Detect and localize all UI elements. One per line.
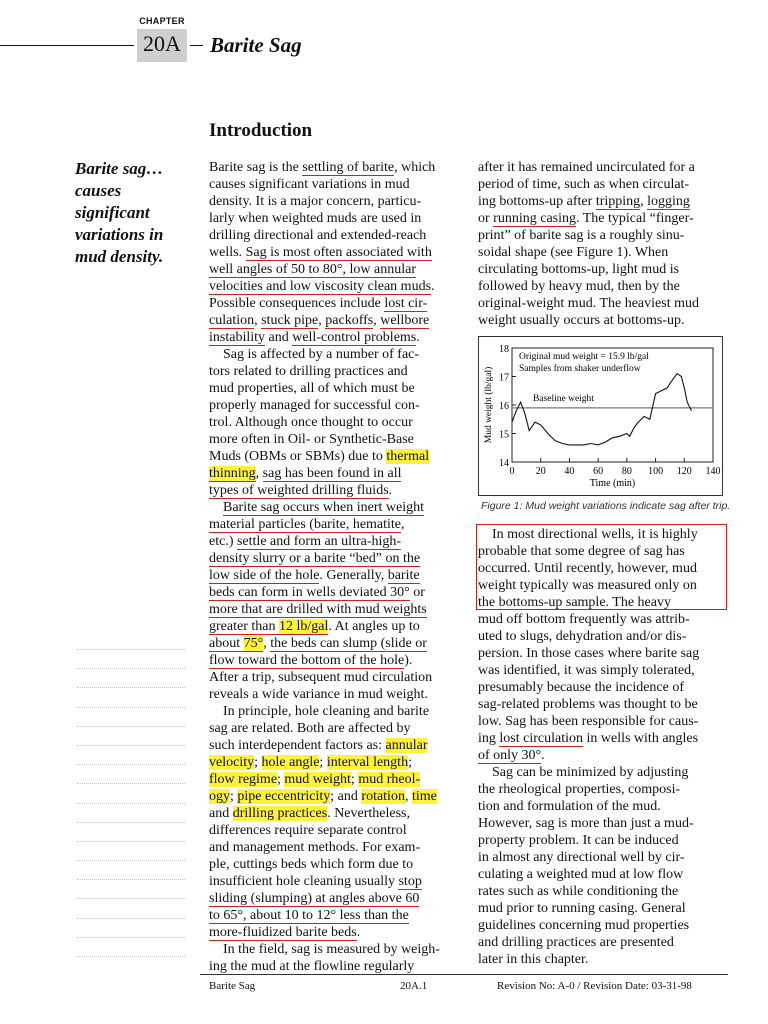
text-line (478, 866, 722, 883)
text-line (209, 839, 454, 856)
text-line (478, 917, 722, 934)
underlined-text: sliding (slumping) at angles above 60 (209, 891, 420, 906)
text-line (209, 754, 454, 771)
text-line (209, 618, 454, 635)
text-run: and drilling practices are presented (478, 935, 674, 950)
text-line (478, 278, 722, 295)
text-line (209, 278, 454, 295)
underlined-text: to 65°, about 10 to 12° less than the (209, 908, 409, 923)
text-run: print” of barite sag is a roughly sinu- (478, 228, 685, 243)
underlined-text: lost circulation (499, 731, 583, 746)
text-run: occurred. Until recently, however, mud (478, 561, 697, 576)
text-line (478, 159, 722, 176)
text-run: density. It is a major concern, particu- (209, 194, 422, 209)
text-line (209, 550, 454, 567)
chapter-title: Barite Sag (210, 33, 302, 57)
text-run: mud off bottom frequently was attrib- (478, 612, 690, 627)
footer-rule (200, 974, 728, 975)
text-run: or (409, 585, 425, 600)
text-run: wells. (209, 245, 246, 260)
text-line (478, 526, 722, 543)
text-line (209, 584, 454, 601)
text-run: mud prior to running casing. General (478, 901, 686, 916)
text-run: ; and (330, 789, 362, 804)
text-line (478, 261, 722, 278)
x-tick-label: 100 (648, 466, 664, 477)
underlined-text: sag has been found in all (262, 466, 402, 481)
text-line (209, 669, 454, 686)
page-number: 20A.1 (400, 980, 428, 992)
header-rule-left (0, 45, 134, 46)
text-run: soidal shape (see Figure 1). When (478, 245, 669, 260)
sidebar-line: causes (75, 181, 122, 200)
x-tick-label: 60 (593, 466, 604, 477)
text-line (478, 662, 722, 679)
text-run: such interdependent factors as: (209, 738, 386, 753)
text-run: ing the mud at the flowline regularly (209, 959, 415, 974)
note-lines (77, 649, 185, 975)
text-run: reveals a wide variance in mud weight. (209, 687, 428, 702)
sidebar-line: Barite sag… (75, 159, 164, 178)
text-run: Muds (OBMs or SBMs) due to (209, 449, 387, 464)
text-line (478, 560, 722, 577)
text-run: ). (404, 653, 413, 668)
text-run: the bottoms-up sample. The heavy (478, 595, 671, 610)
chapter-label: CHAPTER (139, 16, 185, 26)
text-run: in wells with angles (582, 731, 699, 746)
underlined-text: the beds can slump (slide or (270, 636, 427, 651)
underlined-text: about (209, 636, 244, 651)
text-line (478, 849, 722, 866)
text-run: ; (319, 755, 327, 770)
text-run: rates such as while conditioning the (478, 884, 679, 899)
text-line (209, 210, 454, 227)
text-line (209, 635, 454, 652)
text-run: period of time, such as when circulat- (478, 177, 690, 192)
text-line (209, 465, 454, 482)
body-column-right-bottom (478, 526, 722, 968)
underlined-text: settling of barite (302, 160, 395, 175)
y-tick-label: 18 (499, 344, 509, 355)
underlined-text: velocities and low viscosity clean muds (209, 279, 432, 294)
text-run: etc.) (209, 534, 237, 549)
x-tick-label: 80 (621, 466, 632, 477)
text-run: , (255, 466, 263, 481)
footer-title: Barite Sag (209, 980, 256, 992)
underlined-text: well-control problems (292, 330, 417, 345)
text-run: . Generally, (319, 568, 388, 583)
text-run: and management methods. For exam- (209, 840, 421, 855)
highlighted-text: drilling practices (232, 806, 328, 821)
text-line (478, 747, 722, 764)
underlined-text: low side of the hole (209, 568, 320, 583)
text-line (209, 941, 454, 958)
text-line (209, 958, 454, 975)
underlined-text: running casing (493, 211, 576, 226)
text-run: Sag is affected by a number of fac- (209, 347, 420, 362)
text-line (478, 934, 722, 951)
text-run: circulating bottoms-up, light mud is (478, 262, 680, 277)
highlighted-text: 75° (243, 636, 264, 651)
text-run: ing bottoms-up after (478, 194, 596, 209)
underlined-text: packoffs (325, 313, 374, 328)
text-run: , (318, 313, 326, 328)
text-line (478, 951, 722, 968)
text-line (209, 737, 454, 754)
text-run: . (541, 748, 545, 763)
text-line (209, 771, 454, 788)
text-line (478, 628, 722, 645)
text-line (209, 788, 454, 805)
x-tick-label: 140 (705, 466, 721, 477)
text-line (209, 346, 454, 363)
text-run: trol. Although once thought to occur (209, 415, 413, 430)
underlined-text: material particles (barite, hematite (209, 517, 402, 532)
section-heading: Introduction (209, 120, 313, 141)
text-line (209, 312, 454, 329)
text-line (209, 873, 454, 890)
text-run: ; (230, 789, 238, 804)
highlighted-text: thinning (209, 466, 256, 481)
text-run: , (254, 313, 262, 328)
text-run: , (640, 194, 648, 209)
sidebar-line: variations in (75, 225, 164, 244)
text-line (209, 227, 454, 244)
text-run: low. Sag has been responsible for caus- (478, 714, 699, 729)
text-run: . (431, 279, 435, 294)
text-run: . At angles up to (328, 619, 420, 634)
text-run: probable that some degree of sag has (478, 544, 685, 559)
text-line (478, 815, 722, 832)
text-line (209, 295, 454, 312)
highlighted-text: thermal (386, 449, 430, 464)
text-run: In most directional wells, it is highly (478, 527, 698, 542)
text-run (209, 500, 223, 515)
highlighted-text: mud rheol- (358, 772, 421, 787)
text-line (478, 611, 722, 628)
text-run: differences require separate control (209, 823, 407, 838)
text-run: ; (254, 755, 262, 770)
text-run: , (263, 636, 271, 651)
text-run: sag-related problems was thought to be (478, 697, 698, 712)
sidebar-line: mud density. (75, 247, 164, 266)
text-run: ; (350, 772, 359, 787)
text-line (209, 261, 454, 278)
text-run: more often in Oil- or Synthetic-Base (209, 432, 414, 447)
text-line (209, 482, 454, 499)
text-run: after it has remained uncirculated for a (478, 160, 695, 175)
text-run: later in this chapter. (478, 952, 589, 967)
text-run: In principle, hole cleaning and barite (209, 704, 430, 719)
underlined-text: density slurry or a barite “bed” on the (209, 551, 421, 566)
highlighted-text: 12 lb/gal (278, 619, 329, 634)
underlined-text: stuck pipe (261, 313, 319, 328)
underlined-text: instability (209, 330, 265, 345)
annotation-baseline: Baseline weight (533, 394, 594, 404)
text-run: Sag can be minimized by adjusting (478, 765, 689, 780)
text-line (209, 448, 454, 465)
text-run: or (478, 211, 494, 226)
text-line (209, 499, 454, 516)
text-line (209, 686, 454, 703)
annotation-samples: Samples from shaker underflow (519, 364, 641, 374)
text-line (478, 176, 722, 193)
text-run: mud properties, all of which must be (209, 381, 415, 396)
text-run: followed by heavy mud, then by the (478, 279, 680, 294)
underlined-text: stop (398, 874, 422, 889)
body-column-right-top (478, 159, 722, 329)
text-line (478, 312, 722, 329)
y-axis-label: Mud weight (lb/gal) (484, 366, 494, 444)
text-line (209, 159, 454, 176)
text-run: weight usually occurs at bottoms-up. (478, 313, 685, 328)
text-run: in almost any directional well by cir- (478, 850, 685, 865)
text-run: uted to slugs, dehydration and/or dis- (478, 629, 687, 644)
text-run: presumably because the incidence of (478, 680, 685, 695)
text-run: drilling directional and extended-reach (209, 228, 427, 243)
text-line (209, 907, 454, 924)
text-line (209, 193, 454, 210)
text-run: sag are related. Both are affected by (209, 721, 411, 736)
text-line (478, 244, 722, 261)
text-run: . (416, 330, 420, 345)
text-run: insufficient hole cleaning usually (209, 874, 399, 889)
text-line (209, 244, 454, 261)
text-line (209, 924, 454, 941)
text-line (209, 516, 454, 533)
text-run: Barite sag is the (209, 160, 303, 175)
text-line (478, 730, 722, 747)
text-line (209, 720, 454, 737)
underlined-text: wellbore (380, 313, 430, 328)
text-line (209, 652, 454, 669)
text-run: weight typically was measured only on (478, 578, 697, 593)
text-line (478, 883, 722, 900)
text-run: tors related to drilling practices and (209, 364, 408, 379)
text-run: ing (478, 731, 500, 746)
underlined-text: more that are drilled with mud weights (209, 602, 427, 617)
text-line (209, 805, 454, 822)
text-line (478, 798, 722, 815)
highlighted-text: rotation (361, 789, 405, 804)
x-tick-label: 120 (676, 466, 692, 477)
text-run: larly when weighted muds are used in (209, 211, 422, 226)
figure-caption: Figure 1: Mud weight variations indicate sag after trip. (481, 500, 731, 512)
text-line (478, 295, 722, 312)
text-line (209, 703, 454, 720)
header-rule-dash (190, 45, 203, 46)
text-run: properly managed for successful con- (209, 398, 420, 413)
underlined-text: flow toward the bottom of the hole (209, 653, 405, 668)
text-line (478, 210, 722, 227)
text-run: causes significant variations in mud (209, 177, 410, 192)
text-run: original-weight mud. The heaviest mud (478, 296, 699, 311)
text-run: . Nevertheless, (327, 806, 410, 821)
text-line (209, 822, 454, 839)
underlined-text: tripping (595, 194, 641, 209)
text-line (209, 567, 454, 584)
text-line (209, 397, 454, 414)
text-line (478, 832, 722, 849)
text-line (209, 414, 454, 431)
underlined-text: barite (387, 568, 420, 583)
text-line (209, 431, 454, 448)
underlined-text: beds can form in wells deviated 30° (209, 585, 410, 600)
underlined-text: types of weighted drilling fluids (209, 483, 389, 498)
y-tick-label: 16 (499, 401, 509, 412)
highlighted-text: velocity (209, 755, 255, 770)
text-line (478, 543, 722, 560)
text-run: . The typical “finger- (576, 211, 694, 226)
text-run: persion. In those cases where barite sag (478, 646, 700, 661)
x-axis-label: Time (min) (589, 478, 636, 489)
x-tick-label: 20 (535, 466, 546, 477)
y-tick-label: 17 (499, 372, 509, 384)
text-run: ; (408, 755, 412, 770)
text-line (209, 176, 454, 193)
chapter-number: 20A (143, 31, 181, 56)
highlighted-text: mud weight (284, 772, 351, 787)
text-run: , (404, 789, 412, 804)
text-run: and (209, 806, 233, 821)
text-line (478, 227, 722, 244)
text-run: the rheological properties, composi- (478, 782, 681, 797)
text-run: Possible consequences include (209, 296, 385, 311)
text-line (478, 679, 722, 696)
text-line (478, 713, 722, 730)
text-line (209, 533, 454, 550)
text-run: ple, cuttings beds which form due to (209, 857, 414, 872)
text-run: was identified, it was simply tolerated, (478, 663, 695, 678)
underlined-text: greater than (209, 619, 279, 634)
underlined-text: more-fluidized barite beds (209, 925, 357, 940)
underlined-text: logging (647, 194, 690, 209)
text-line (209, 329, 454, 346)
sidebar-line: significant (75, 203, 150, 222)
text-run: , which (394, 160, 436, 175)
text-line (209, 601, 454, 618)
annotation-original-weight: Original mud weight = 15.9 lb/gal (519, 352, 649, 362)
highlighted-text: flow regime (209, 772, 278, 787)
text-line (478, 900, 722, 917)
highlighted-text: hole angle (261, 755, 320, 770)
text-line (478, 193, 722, 210)
underlined-text: Barite sag occurs when inert weight (223, 500, 424, 515)
text-run: tion and formulation of the mud. (478, 799, 661, 814)
highlighted-text: time (411, 789, 437, 804)
text-line (478, 577, 722, 594)
y-tick-label: 14 (499, 458, 509, 469)
text-run: . (388, 483, 393, 498)
mud-weight-chart (478, 336, 723, 496)
underlined-text: lost cir- (384, 296, 428, 311)
highlighted-text: interval length (326, 755, 409, 770)
underlined-text: culation (209, 313, 255, 328)
text-run: ; (277, 772, 285, 787)
text-run: , (373, 313, 381, 328)
underlined-text: settle and form an ultra-high- (236, 534, 402, 549)
highlighted-text: pipe eccentricity (237, 789, 331, 804)
text-line (209, 856, 454, 873)
sidebar-callout (75, 158, 195, 268)
text-line (209, 363, 454, 380)
text-line (209, 890, 454, 907)
text-line (209, 380, 454, 397)
text-line (478, 764, 722, 781)
text-run: property problem. It can be induced (478, 833, 679, 848)
text-run: . (356, 925, 361, 940)
text-line (478, 645, 722, 662)
underlined-text: well angles of 50 to 80°, low annular (209, 262, 416, 277)
underlined-text: of only 30° (478, 748, 542, 763)
underlined-text: Sag is most often associated with (245, 245, 432, 260)
highlighted-text: annular (385, 738, 428, 753)
body-column-left (209, 159, 454, 975)
text-line (478, 594, 722, 611)
text-line (478, 781, 722, 798)
text-run: In the field, sag is measured by weigh- (209, 942, 440, 957)
x-tick-label: 40 (564, 466, 575, 477)
text-run: guidelines concerning mud properties (478, 918, 690, 933)
text-line (478, 696, 722, 713)
text-run: , (401, 517, 405, 532)
text-run: and (265, 330, 293, 345)
highlighted-text: ogy (209, 789, 230, 804)
revision-info: Revision No: A-0 / Revision Date: 03-31-98 (497, 980, 692, 992)
x-tick-label: 0 (509, 466, 515, 477)
y-tick-label: 15 (499, 429, 509, 441)
text-run: culating a weighted mud at low flow (478, 867, 684, 882)
text-run: After a trip, subsequent mud circulation (209, 670, 433, 685)
text-run: However, sag is more than just a mud- (478, 816, 694, 831)
